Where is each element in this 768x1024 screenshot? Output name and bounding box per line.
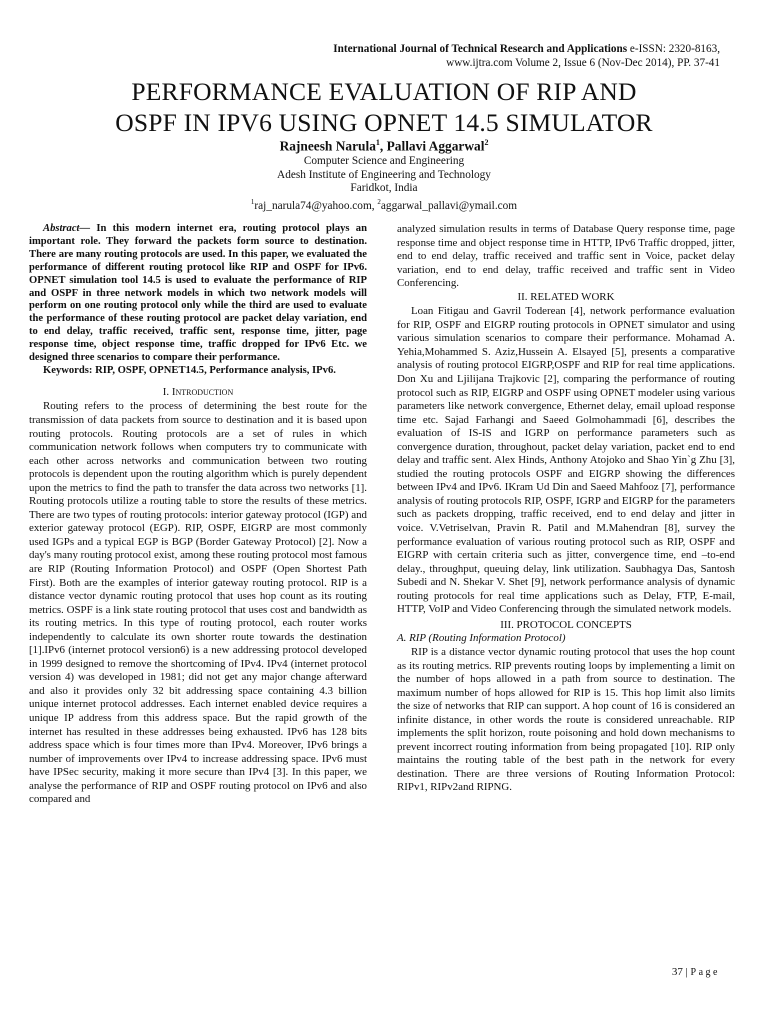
affiliation-emails [0, 196, 768, 213]
author-1-affil-mark: 1 [375, 138, 380, 147]
affiliation-department: Computer Science and Engineering [303, 155, 465, 167]
email-1-link[interactable]: raj_narula74@yahoo.com, [254, 199, 378, 212]
right-column [397, 223, 735, 795]
paper-title-line-1: PERFORMANCE EVALUATION OF RIP AND [131, 77, 637, 106]
author-list [0, 138, 768, 154]
journal-name: International Journal of Technical Research and Applications [333, 43, 628, 55]
section-heading-related-work: II. RELATED WORK [517, 290, 615, 303]
journal-issn: e-ISSN: 2320-8163, [627, 43, 720, 55]
rip-paragraph: RIP is a distance vector dynamic routing protocol that uses the hop count as its routing metrics. RIP prevents routing loops by implementing a limit on the number of hops allowed in a path from source to destination. The maximum number of hops allowed for RIP is 15. This hop limit also limits the size of networks that RIP can support. A hop count of 16 is considered an infinite distance, in other words the route is considered unreachable. RIP implements the split horizon, route poisoning and hold down mechanisms to prevent incorrect routing information from being propagated [10]. RIP only maintains the routing table of the best path in the network for every destination. There are three versions of Routing Information Protocol: RIPv1, RIPv2and RIPNG. [397, 645, 735, 794]
email-2-link[interactable]: aggarwal_pallavi@ymail.com [380, 199, 518, 212]
paper-title-line-2: OSPF IN IPV6 USING OPNET 14.5 SIMULATOR [115, 108, 653, 137]
section-heading-protocol-concepts: III. PROTOCOL CONCEPTS [500, 618, 632, 631]
abstract [29, 223, 367, 365]
affiliation-institute: Adesh Institute of Engineering and Technology [277, 168, 491, 181]
keywords: Keywords: RIP, OSPF, OPNET14.5, Performance analysis, IPv6. [43, 364, 336, 376]
left-column [29, 223, 367, 807]
email-1-mark: 1 [250, 198, 255, 206]
page-number: 37 [671, 966, 683, 978]
author-separator: , [379, 138, 387, 154]
affiliation-location: Faridkot, India [350, 182, 418, 194]
journal-volume-line: www.ijtra.com Volume 2, Issue 6 (Nov-Dec 2014), PP. 37-41 [446, 57, 720, 69]
abstract-lead: Abstract— [43, 223, 91, 234]
author-2: Pallavi Aggarwal [386, 138, 485, 154]
introduction-continued-paragraph: analyzed simulation results in terms of Database Query response time, page response time and object response time in HTTP, IPv6 Traffic dropped, jitter, end to end delay, traffic received and traffic sent in Voice, packet delay variation, end to end delay, traffic received and traffic sent in Video Conferencing. [397, 223, 735, 290]
page-footer [672, 966, 720, 978]
author-1: Rajneesh Narula [279, 138, 376, 154]
author-2-affil-mark: 2 [484, 138, 489, 147]
journal-header [160, 42, 720, 70]
abstract-text: In this modern internet era, routing protocol plays an important role. They forward the packets form source to destination. There are many routing protocols are used. In this paper, we evaluated the performance of different routing protocol like RIP and OSPF for IPv6. OPNET simulation tool 14.5 is used to evaluate the performance of RIP and OSPF in three network models in which two network models will perform on one routing protocol only while the third are used to evaluate the performance of these routing protocol are packet delay variation, end to end delay, traffic received, traffic sent, response time, jitter, page response time, object response time, traffic dropped for IPv6 Etc. we designed three scenarios to compare their performance. [29, 223, 367, 364]
section-heading-introduction: I. Introduction [162, 385, 234, 398]
related-work-paragraph: Loan Fitigau and Gavril Toderean [4], network performance evaluation for RIP, OSPF and EIGRP routing protocols in OPNET simulator and using various simulation scenarios to compare their performance. Mohamad A. Yehia,Mohammed S. Aziz,Hussein A. Elsayed [5], presents a comparative analysis of routing protocol EIGRP,OSPF and RIP for real time applications. Don Xu and Ljilijana Trajkovic [2], comparing the performance of routing protocol such as RIP, EIGRP and OSPF using OPNET modeler using various parameters like network convergence, Ethernet delay, email upload response time etc. Sajad Farhangi and Saeed Golmohammadi [6], describes the evaluation of IS-IS and IGRP on performance parameters such as convergence duration, throughout, packet delay variation, packet end to end delay and traffic sent. Alex Hinds, Anthony Atojoko and Shao Yin`g Zhu [3], studied the routing protocols OSPF and EIGRP showing the differences between IPv4 and IPv6. IKram Ud Din and Saeed Mahfooz [7], performance analysis of routing protocols RIP, OSPF, IGRP and EIGRP for the parameters such as packets dropping, traffic received, end to end delay and jitter in voice. V.Vetriselvan, Pravin R. Patil and M.Mahendran [8], survey the performance evaluation of various routing protocol such as RIP, OSPF and EIGRP with certain criteria such as jitter, convergence time, end –to-end delay., throughput, queuing delay, link utilization. Saubhagya Das, Santosh Subedi and N. Shekar V. Shet [9], network performance analysis of dynamic routing protocols for real time applications such as Delay, FTP, E-mail, HTTP, VoIP and Video Conferencing through the simulated network models. [397, 305, 735, 616]
email-2-mark: 2 [377, 198, 381, 206]
introduction-paragraph: Routing refers to the process of determining the best route for the transmission of data packets from source to destination and it is based upon routing protocols. Routing protocols are a set of rules in which communication network follows when computers try to communicate with each other across networks and communication between two routing protocols is dependent upon the routing algorithm which is purely dependent upon the metrics to find the path to transfer the data across two networks [1]. Routing protocols utilize a routing table to store the results of these metrics. There are two types of routing protocols: interior gateway protocol (IGP) and exterior gateway protocol (EGP). RIP, OSPF, EIGRP are most commonly used IGPs and a typical EGP is BGP (Border Gateway Protocol) [2]. Now a day's many routing protocol exist, among these routing protocol most famous are RIP (Routing Information Protocol) and OSPF (Open Shortest Path First). Both are the examples of interior gateway routing protocol. RIP is a distance vector dynamic routing protocol that uses hop count as its routing metrics. OSPF is a link state routing protocol that uses cost and bandwidth as its routing metrics. In this type of routing protocol, each router works independently to calculate its own shorter route towards the destination [1].IPv6 (internet protocol version6) is a new addressing protocol developed in 1999 designed to remove the shortcoming of IPv4. IPv4 (internet protocol version 4) was developed in 1981; did not get any major change afterward and also it provides only 32 bit addressing space containing 4.3 billion unique internet protocol addresses. Each internet enabled device requires a unique IP address from this address space. But the rapid growth of the internet has resulted in these addresses being exhausted. IPv6 has 128 bits address space which is four times more than IPv4. Moreover, IPv6 brings a number of improvements over IPv4 to increase addressing space. IPv6 must have IPSec security, making it more secure than IPv4 [3]. In this paper, we analyse the performance of RIP and OSPF routing protocol on IPv6 and also compared and [29, 400, 367, 806]
page-word: Page [690, 967, 720, 978]
journal-line-1 [160, 42, 720, 56]
subsection-heading-rip: A. RIP (Routing Information Protocol) [397, 632, 566, 645]
footer-separator: | [682, 966, 691, 978]
